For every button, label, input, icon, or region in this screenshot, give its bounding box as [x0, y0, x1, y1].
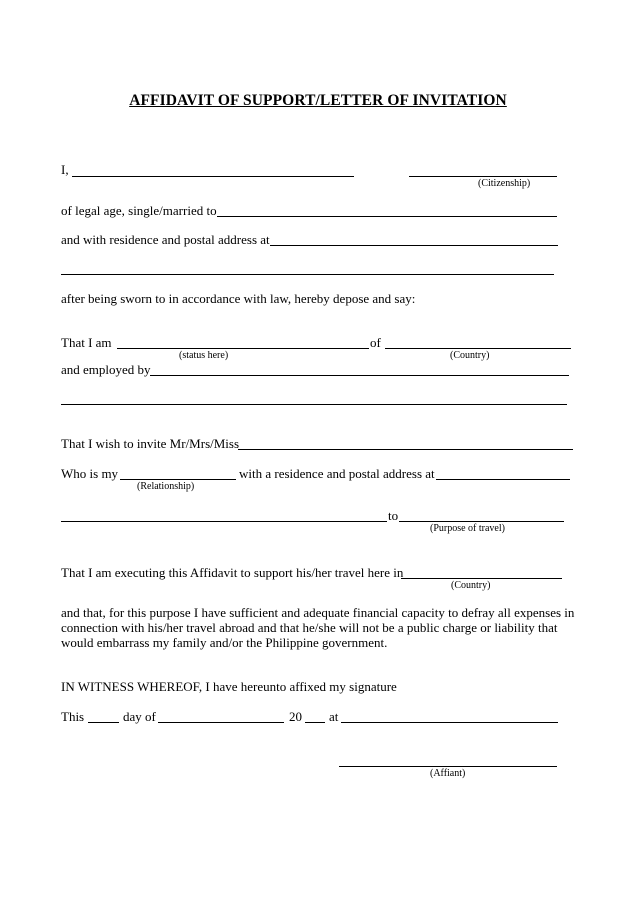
- i-prefix: I,: [61, 162, 69, 177]
- invitee-address-field[interactable]: [436, 479, 570, 480]
- with-residence-label: with a residence and postal address at: [239, 466, 435, 481]
- financial-capacity-paragraph: and that, for this purpose I have sufficient and adequate financial capacity to defray all expenses in connection with his/her travel abroad and that he/she will not be a public charge or liability that would embarrass my family and/or the Philippine government.: [61, 605, 575, 650]
- purpose-field[interactable]: [399, 521, 564, 522]
- witness-statement: IN WITNESS WHEREOF, I have hereunto affixed my signature: [61, 679, 397, 694]
- that-i-am-label: That I am: [61, 335, 112, 350]
- sworn-statement: after being sworn to in accordance with law, hereby depose and say:: [61, 291, 416, 306]
- affiant-caption: (Affiant): [430, 768, 466, 779]
- day-field[interactable]: [88, 722, 119, 723]
- relationship-field[interactable]: [120, 479, 236, 480]
- status-caption: (status here): [179, 350, 229, 361]
- affiant-name-field[interactable]: [72, 176, 354, 177]
- residence-label: and with residence and postal address at: [61, 232, 270, 247]
- purpose-caption: (Purpose of travel): [430, 523, 505, 534]
- to-label: to: [388, 508, 399, 523]
- invitee-address-continuation-field[interactable]: [61, 521, 387, 522]
- employer-continuation-field[interactable]: [61, 404, 567, 405]
- residence-continuation-field[interactable]: [61, 274, 554, 275]
- country-field-1[interactable]: [385, 348, 571, 349]
- executing-label: That I am executing this Affidavit to support his/her travel here in: [61, 565, 404, 580]
- legal-age-label: of legal age, single/married to: [61, 203, 217, 218]
- place-field[interactable]: [341, 722, 558, 723]
- day-of-label: day of: [123, 709, 156, 724]
- employed-by-label: and employed by: [61, 362, 151, 377]
- relationship-caption: (Relationship): [137, 481, 195, 492]
- invitee-name-field[interactable]: [238, 449, 573, 450]
- affiant-signature-field[interactable]: [339, 766, 557, 767]
- country-caption-2: (Country): [451, 580, 491, 591]
- spouse-field[interactable]: [217, 216, 557, 217]
- residence-field[interactable]: [270, 245, 558, 246]
- invite-label: That I wish to invite Mr/Mrs/Miss: [61, 436, 240, 451]
- year-prefix: 20: [289, 709, 302, 724]
- country-caption-1: (Country): [450, 350, 490, 361]
- this-label: This: [61, 709, 85, 724]
- citizenship-caption: (Citizenship): [478, 178, 531, 189]
- of-label: of: [370, 335, 381, 350]
- country-field-2[interactable]: [401, 578, 562, 579]
- status-field[interactable]: [117, 348, 369, 349]
- at-label: at: [329, 709, 339, 724]
- who-is-my-label: Who is my: [61, 466, 119, 481]
- year-field[interactable]: [305, 722, 325, 723]
- citizenship-field[interactable]: [409, 176, 557, 177]
- month-field[interactable]: [158, 722, 284, 723]
- employer-field[interactable]: [150, 375, 569, 376]
- document-title: AFFIDAVIT OF SUPPORT/LETTER OF INVITATION: [129, 92, 507, 109]
